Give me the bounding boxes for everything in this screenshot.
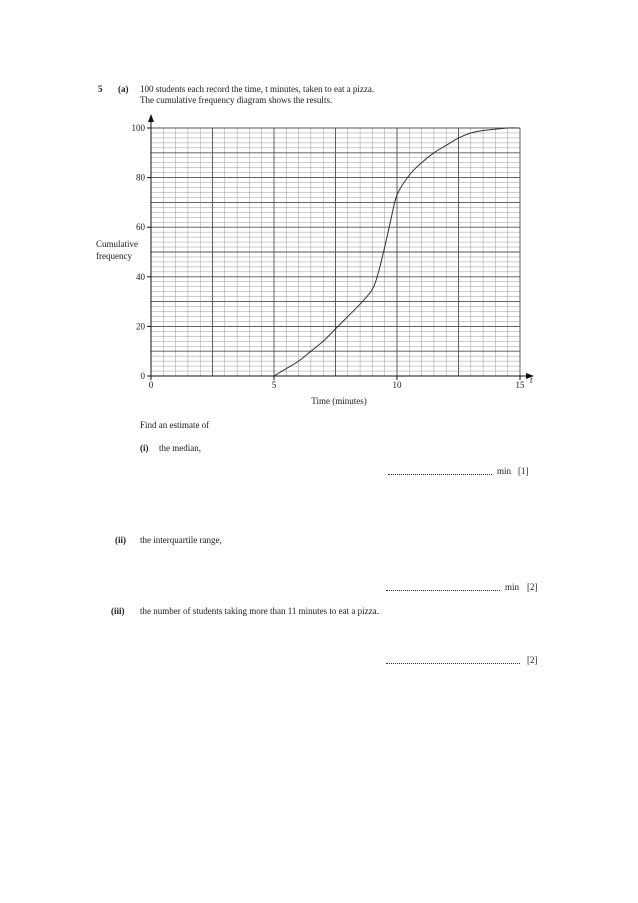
part-iii-answer-line[interactable] (386, 663, 520, 664)
y-axis-arrow (148, 114, 154, 122)
major-grid (151, 128, 520, 376)
x-tick-label: 5 (271, 380, 277, 390)
y-tick-label: 0 (140, 371, 145, 381)
part-iii-label: (iii) (111, 606, 125, 616)
part-i-answer-line[interactable] (388, 474, 492, 475)
x-tick-label: 10 (392, 380, 402, 390)
question-number: 5 (98, 84, 103, 94)
x-tick-label: 0 (148, 380, 154, 390)
y-axis-label-line2: frequency (96, 251, 132, 261)
part-ii-label: (ii) (115, 535, 126, 545)
y-axis-label-line1: Cumulative (96, 239, 138, 249)
part-iii-marks: [2] (527, 655, 538, 665)
tick-marks (147, 128, 520, 380)
y-tick-label: 100 (131, 123, 145, 133)
tick-labels (132, 123, 526, 390)
part-ii-answer-line[interactable] (386, 590, 500, 591)
part-ii-unit: min (505, 582, 520, 592)
part-ii-text: the interquartile range, (140, 535, 222, 545)
part-iii-text: the number of students taking more than 11 minutes to eat a pizza. (140, 606, 379, 616)
axes (148, 114, 534, 379)
question-intro-line1: 100 students each record the time, t minutes, taken to eat a pizza. (140, 84, 375, 94)
part-i-unit: min (497, 466, 512, 476)
y-tick-label: 40 (136, 271, 145, 282)
find-instruction: Find an estimate of (140, 420, 210, 430)
y-tick-label: 80 (136, 172, 145, 183)
cumulative-frequency-chart (0, 0, 638, 420)
question-intro-line2: The cumulative frequency diagram shows the results. (140, 95, 333, 105)
x-axis-label: Time (minutes) (311, 396, 367, 406)
part-ii-marks: [2] (527, 582, 538, 592)
x-axis-variable: t (530, 375, 533, 385)
part-i-label: (i) (140, 443, 149, 453)
part-label: (a) (118, 84, 129, 94)
y-tick-label: 60 (136, 222, 145, 233)
y-tick-label: 20 (136, 321, 145, 332)
x-tick-label: 15 (515, 380, 525, 390)
part-i-marks: [1] (518, 466, 529, 476)
part-i-text: the median, (159, 443, 201, 453)
